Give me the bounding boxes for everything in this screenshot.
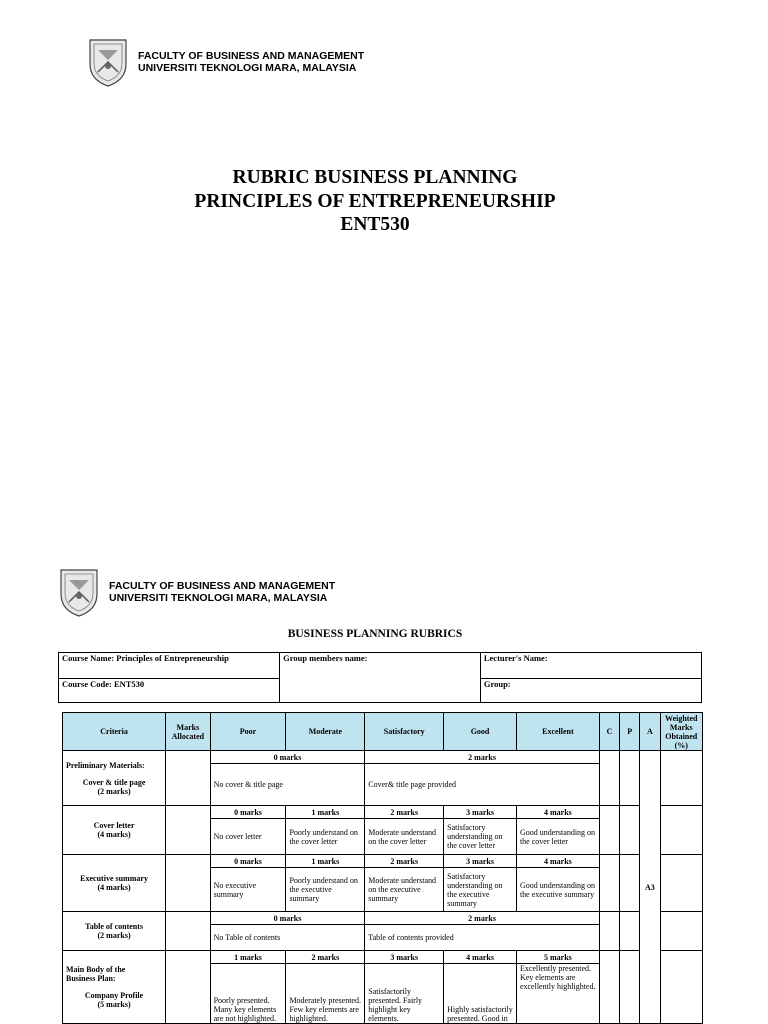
marks-header: 3 marks xyxy=(365,951,444,964)
col-criteria: Criteria xyxy=(63,713,166,751)
faculty-name: FACULTY OF BUSINESS AND MANAGEMENT xyxy=(138,49,365,62)
marks-header: 4 marks xyxy=(516,806,599,819)
criterion-company-profile: Main Body of the Business Plan: Company Profile (5 marks) xyxy=(63,951,166,1024)
descriptor: No executive summary xyxy=(210,868,286,912)
marks-header: 0 marks xyxy=(210,751,365,764)
descriptor: Poorly understand on the cover letter xyxy=(286,819,365,855)
marks-header: 2 marks xyxy=(286,951,365,964)
cover-title-line2: PRINCIPLES OF ENTREPRENEURSHIP xyxy=(194,190,556,212)
criterion-table-of-contents: Table of contents (2 marks) xyxy=(63,912,166,951)
a3-label: A3 xyxy=(640,751,660,1024)
descriptor: No cover letter xyxy=(210,819,286,855)
col-weighted-marks: Weighted Marks Obtained (%) xyxy=(660,713,703,751)
descriptor: Cover& title page provided xyxy=(365,764,600,806)
col-marks-allocated: Marks Allocated xyxy=(166,713,210,751)
criterion-executive-summary: Executive summary (4 marks) xyxy=(63,855,166,912)
rubric-title: BUSINESS PLANNING RUBRICS xyxy=(287,628,463,640)
descriptor: No cover & title page xyxy=(210,764,365,806)
marks-header: 4 marks xyxy=(444,951,517,964)
descriptor: Satisfactory understanding on the cover letter xyxy=(444,819,517,855)
marks-header: 4 marks xyxy=(516,855,599,868)
descriptor: Satisfactorily presented. Fairly highlight key elements. xyxy=(365,964,444,1024)
marks-header: 0 marks xyxy=(210,806,286,819)
cover-title xyxy=(0,166,750,237)
descriptor: Poorly presented. Many key elements are not highlighted. xyxy=(210,964,286,1024)
university-name: UNIVERSITI TEKNOLOGI MARA, MALAYSIA xyxy=(138,62,357,74)
group-label: Group: xyxy=(480,679,701,703)
col-good: Good xyxy=(444,713,517,751)
university-crest-icon xyxy=(57,566,101,618)
cover-title-line1: RUBRIC BUSINESS PLANNING xyxy=(232,167,518,188)
cover-title-line3: ENT530 xyxy=(340,214,410,235)
descriptor: Satisfactory understanding on the executive summary xyxy=(444,868,517,912)
criterion-cover-letter: Cover letter (4 marks) xyxy=(63,806,166,855)
marks-header: 2 marks xyxy=(365,751,600,764)
col-c: C xyxy=(599,713,619,751)
rubric-table xyxy=(62,712,703,1024)
col-excellent: Excellent xyxy=(516,713,599,751)
col-a: A xyxy=(640,713,660,751)
second-header xyxy=(57,566,335,618)
marks-header: 1 marks xyxy=(286,806,365,819)
group-members-label: Group members name: xyxy=(280,653,481,703)
top-header xyxy=(86,36,364,88)
marks-header: 1 marks xyxy=(210,951,286,964)
marks-header: 2 marks xyxy=(365,912,600,925)
descriptor: Moderate understand on the cover letter xyxy=(365,819,444,855)
course-code: Course Code: ENT530 xyxy=(59,679,280,703)
descriptor: No Table of contents xyxy=(210,925,365,951)
marks-header: 3 marks xyxy=(444,806,517,819)
university-name: UNIVERSITI TEKNOLOGI MARA, MALAYSIA xyxy=(109,592,328,604)
marks-header: 0 marks xyxy=(210,912,365,925)
marks-header: 2 marks xyxy=(365,806,444,819)
descriptor: Good understanding on the cover letter xyxy=(516,819,599,855)
marks-header: 1 marks xyxy=(286,855,365,868)
marks-cell xyxy=(166,751,210,806)
col-moderate: Moderate xyxy=(286,713,365,751)
criterion-cover-title-page: Preliminary Materials: Cover & title page (2 marks) xyxy=(63,751,166,806)
descriptor: Excellently presented. Key elements are excellently highlighted. xyxy=(516,964,599,1024)
marks-header: 2 marks xyxy=(365,855,444,868)
descriptor: Moderately presented. Few key elements are highlighted. xyxy=(286,964,365,1024)
marks-header: 0 marks xyxy=(210,855,286,868)
descriptor: Good understanding on the executive summary xyxy=(516,868,599,912)
descriptor: Moderate understand on the executive summary xyxy=(365,868,444,912)
col-poor: Poor xyxy=(210,713,286,751)
descriptor: Table of contents provided xyxy=(365,925,600,951)
marks-header: 3 marks xyxy=(444,855,517,868)
lecturer-name-label: Lecturer's Name: xyxy=(480,653,701,679)
descriptor: Highly satisfactorily presented. Good in xyxy=(444,964,517,1024)
faculty-name: FACULTY OF BUSINESS AND MANAGEMENT xyxy=(109,579,336,592)
col-p: P xyxy=(620,713,640,751)
descriptor: Poorly understand on the executive summary xyxy=(286,868,365,912)
course-info-table xyxy=(58,652,702,703)
university-crest-icon xyxy=(86,36,130,88)
col-satisfactory: Satisfactory xyxy=(365,713,444,751)
marks-header: 5 marks xyxy=(516,951,599,964)
course-name: Course Name: Principles of Entrepreneurship xyxy=(59,653,280,679)
